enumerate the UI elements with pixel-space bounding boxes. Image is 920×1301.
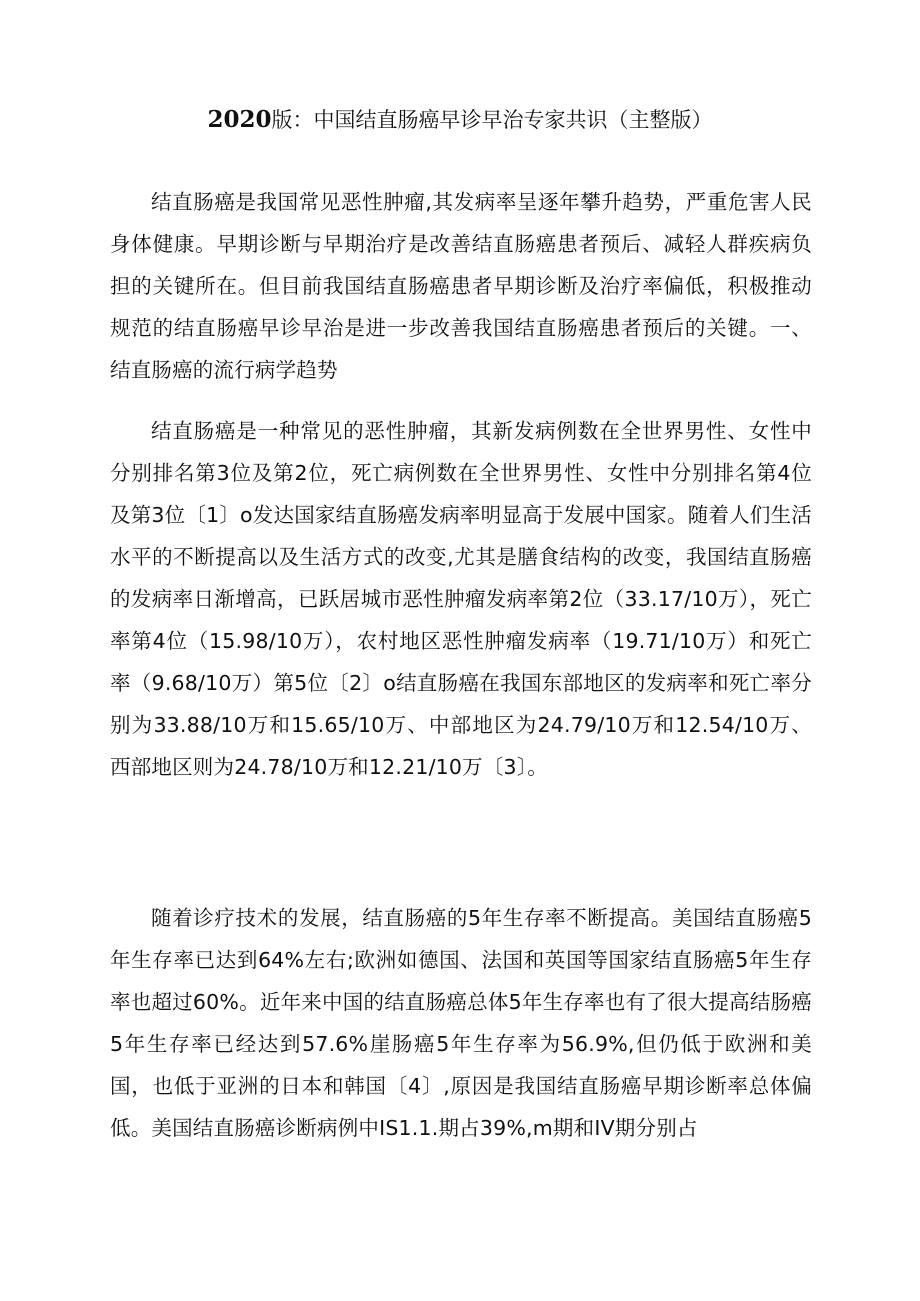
paragraph-epidemiology: 结直肠癌是一种常见的恶性肿瘤，其新发病例数在全世界男性、女性中分别排名第3位及第2位，死亡病例数在全世界男性、女性中分别排名第4位及第3位〔1〕o发达国家结直肠癌发病率明显高于发展中国家。随着人们生活水平的不断提高以及生活方式的改变,尤其是膳食结构的改变，我国结直肠癌的发病率日渐增高，已跃居城市恶性肿瘤发病率第2位（33.17/10万），死亡率第4位（15.98/10万），农村地区恶性肿瘤发病率（19.71/10万）和死亡率（9.68/10万）第5位〔2〕o结直肠癌在我国东部地区的发病率和死亡率分别为33.88/10万和15.65/10万、中部地区为24.79/10万和12.54/10万、西部地区则为24.78/10万和12.21/10万〔3〕。 xyxy=(110,419,812,779)
paragraph-survival: 随着诊疗技术的发展，结直肠癌的5年生存率不断提高。美国结直肠癌5年生存率已达到64%左右;欧洲如德国、法国和英国等国家结直肠癌5年生存率也超过60%。近年来中国的结直肠癌总体5年生存率也有了很大提高结肠癌5年生存率已经达到57.6%崖肠癌5年生存率为56.9%,但仍低于欧洲和美国，也低于亚洲的日本和韩国〔4〕,原因是我国结直肠癌早期诊断率总体偏低。美国结直肠癌诊断病例中IS1.1.期占39%,m期和IV期分别占 xyxy=(110,906,812,1140)
title-text: 版：中国结直肠癌早诊早治专家共识（主整版） xyxy=(271,108,713,132)
paragraph-intro: 结直肠癌是我国常见恶性肿瘤,其发病率呈逐年攀升趋势，严重危害人民身体健康。早期诊断与早期治疗是改善结直肠癌患者预后、减轻人群疾病负担的关键所在。但目前我国结直肠癌患者早期诊断及治疗率偏低，积极推动规范的结直肠癌早诊早治是进一步改善我国结直肠癌患者预后的关键。一、结直肠癌的流行病学趋势 xyxy=(110,190,812,382)
title-year: 2020 xyxy=(207,106,272,133)
document-title xyxy=(0,104,920,136)
